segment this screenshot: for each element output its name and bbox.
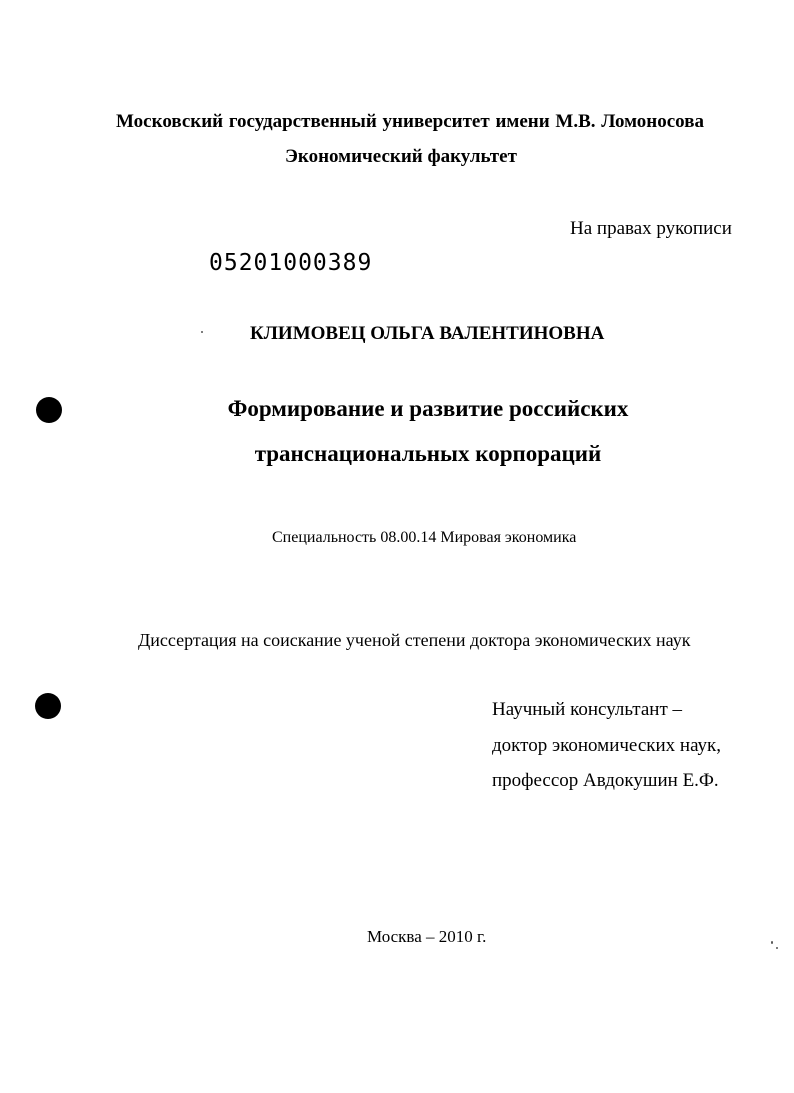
scan-speck [201,331,203,333]
dissertation-title-line-1: Формирование и развитие российских [227,396,629,421]
catalog-number-stamp: 05201000389 [209,250,373,276]
manuscript-note: На правах рукописи [570,218,732,239]
punch-hole-bottom [35,693,61,719]
scan-speck [776,947,778,949]
consultant-role: Научный консультант – [492,699,682,720]
scan-speck [771,941,773,944]
dissertation-title-line-2: транснациональных корпораций [254,441,602,466]
university-name: Московский государственный университет имени М.В. Ломоносова [116,111,704,132]
author-name: КЛИМОВЕЦ ОЛЬГА ВАЛЕНТИНОВНА [250,323,605,344]
specialty-line: Специальность 08.00.14 Мировая экономика [272,529,577,546]
faculty-name: Экономический факультет [285,146,517,167]
city-year: Москва – 2010 г. [367,927,487,946]
consultant-degree: доктор экономических наук, [492,735,722,756]
consultant-name: профессор Авдокушин Е.Ф. [492,770,719,791]
dissertation-degree-line: Диссертация на соискание ученой степени доктора экономических наук [138,630,691,650]
